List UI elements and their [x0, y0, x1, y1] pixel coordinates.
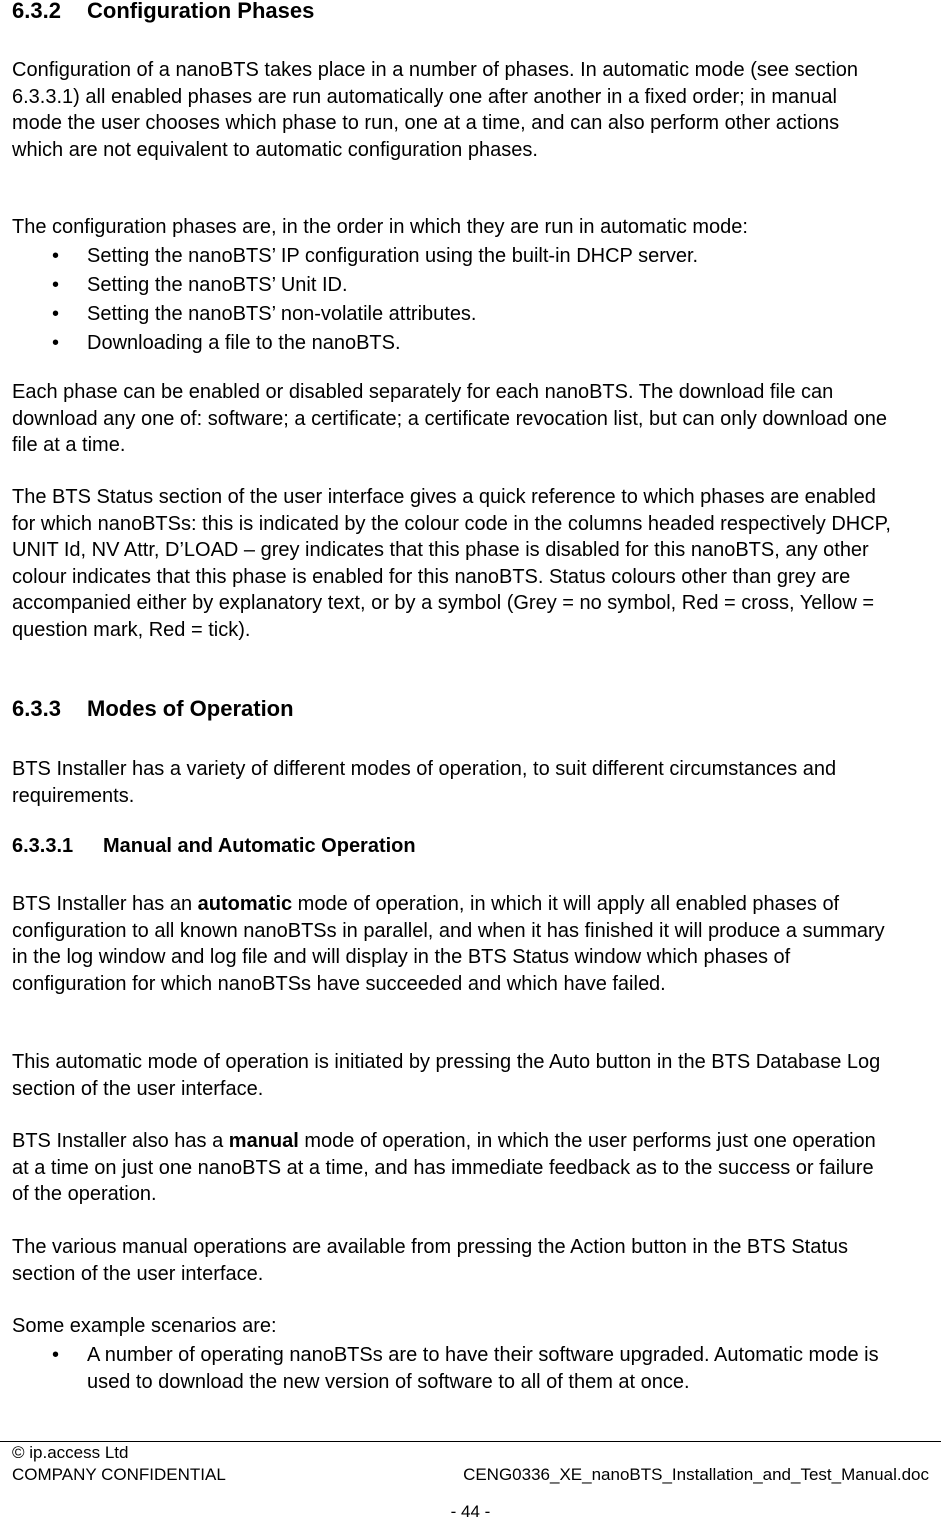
bullet-icon: •	[52, 332, 60, 354]
bullet-icon: •	[52, 245, 60, 267]
scenario-list	[0, 1342, 900, 1395]
section-title: Configuration Phases	[87, 0, 315, 23]
section-number: 6.3.2	[12, 0, 61, 23]
page-number: - 44 -	[450, 1502, 491, 1521]
section-number: 6.3.3.1	[12, 835, 74, 857]
paragraph: BTS Installer has an automatic mode of operation, in which it will apply all enabled phases of configuration to all known nanoBTSs in parallel, and when it has finished it will produce a summary in the log window and log file and will display in the BTS Status window which phases of configuration for which nanoBTSs have succeeded and which have failed.	[12, 893, 885, 995]
paragraph: Each phase can be enabled or disabled separately for each nanoBTS. The download file can download any one of: software; a certificate; a certificate revocation list, but can only download one file at a time.	[12, 381, 887, 456]
paragraph: Some example scenarios are:	[12, 1315, 277, 1337]
section-title: Manual and Automatic Operation	[103, 835, 416, 857]
bold-term: automatic	[197, 893, 293, 915]
paragraph: The BTS Status section of the user interface gives a quick reference to which phases are enabled for which nanoBTSs: this is indicated by the colour code in the columns headed respectively DHCP, UNIT Id, NV Attr, D’LOAD – grey indicates that this phase is disabled for this nanoBTS, any other colour indicates that this phase is enabled for this nanoBTS. Status colours other than grey are accompanied either by explanatory text, or by a symbol (Grey = no symbol, Red = cross, Yellow = question mark, Red = tick).	[12, 486, 891, 641]
phase-list	[0, 243, 900, 357]
list-item: • A number of operating nanoBTSs are to have their software upgraded. Automatic mode is used to download the new version of software to all of them at once.	[52, 1344, 879, 1393]
paragraph: The various manual operations are available from pressing the Action button in the BTS Status section of the user interface.	[12, 1236, 849, 1285]
paragraph: The configuration phases are, in the order in which they are run in automatic mode:	[12, 216, 748, 238]
paragraph: Configuration of a nanoBTS takes place in a number of phases. In automatic mode (see section 6.3.3.1) all enabled phases are run automatically one after another in a fixed order; in manual mode the user chooses which phase to run, one at a time, and can also perform other actions which are not equivalent to automatic configuration phases.	[12, 59, 859, 161]
list-item: • Setting the nanoBTS’ Unit ID.	[0, 272, 900, 299]
section-number: 6.3.3	[12, 696, 61, 721]
list-item: • Setting the nanoBTS’ non-volatile attributes.	[0, 301, 900, 328]
paragraph: BTS Installer also has a manual mode of operation, in which the user performs just one operation at a time on just one nanoBTS at a time, and has immediate feedback as to the success or failure of the operation.	[12, 1130, 876, 1205]
bullet-icon: •	[52, 303, 60, 325]
footer-confidential: COMPANY CONFIDENTIAL	[12, 1465, 226, 1484]
list-item: • Setting the nanoBTS’ IP configuration using the built-in DHCP server.	[0, 243, 900, 270]
paragraph: This automatic mode of operation is initiated by pressing the Auto button in the BTS Database Log section of the user interface.	[12, 1051, 881, 1100]
bullet-icon: •	[52, 1344, 60, 1366]
paragraph: BTS Installer has a variety of different modes of operation, to suit different circumstances and requirements.	[12, 758, 837, 807]
bullet-icon: •	[52, 274, 60, 296]
section-heading-6-3-2	[12, 0, 314, 24]
footer-filename: CENG0336_XE_nanoBTS_Installation_and_Test_Manual.doc	[463, 1465, 929, 1484]
list-item: • Downloading a file to the nanoBTS.	[0, 330, 900, 357]
section-title: Modes of Operation	[87, 696, 294, 721]
bold-term: manual	[228, 1130, 299, 1152]
section-heading-6-3-3-1	[12, 835, 416, 858]
section-heading-6-3-3	[12, 696, 294, 722]
footer-copyright: © ip.access Ltd	[12, 1443, 129, 1462]
footer-divider	[0, 1441, 941, 1442]
